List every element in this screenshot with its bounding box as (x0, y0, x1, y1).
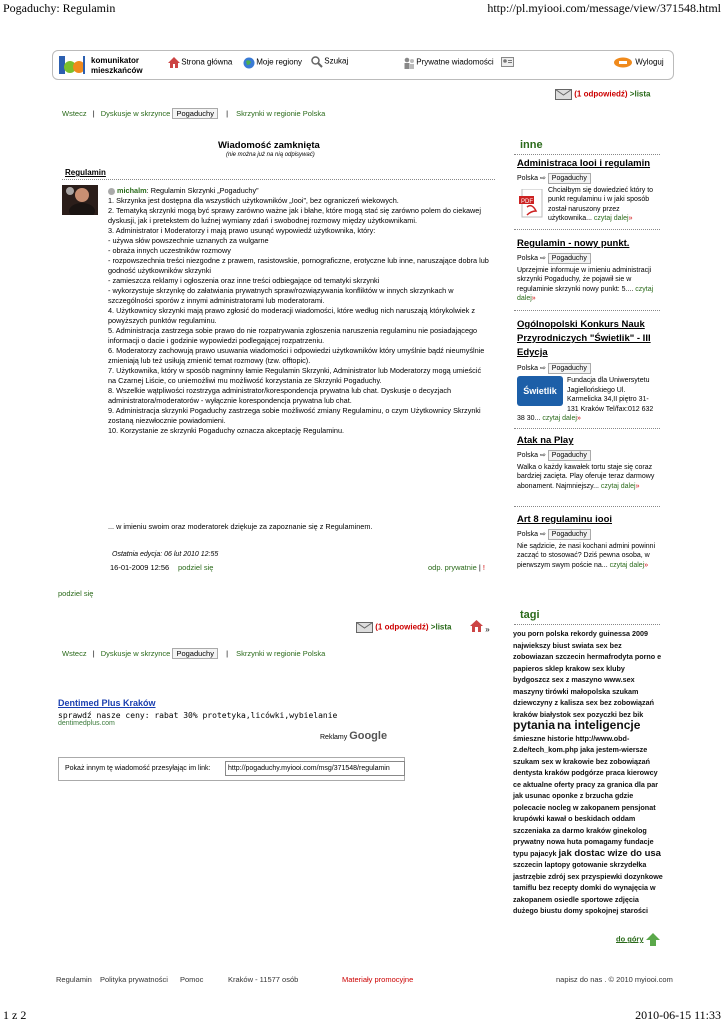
print-url: http://pl.myiooi.com/message/view/371548.html (487, 1, 721, 15)
discussions-link[interactable]: Dyskusje w skrzynce (100, 109, 171, 118)
chevron-right-icon: » (576, 415, 581, 422)
ads-label: Reklamy (320, 734, 348, 741)
rule-list (108, 196, 490, 436)
nav-my-regions-label: Moje regiony (256, 57, 303, 67)
home-icon (470, 620, 483, 632)
tag-big[interactable]: na inteligencje (557, 718, 641, 732)
sidebar-divider (514, 428, 660, 429)
home-shortcut[interactable]: » (470, 620, 490, 634)
nav-home[interactable] (168, 57, 232, 68)
sidebar-item-title[interactable]: Art 8 regulaminu iooi (517, 514, 613, 525)
sidebar-item-title[interactable]: Administraca Iooi i regulamin (517, 158, 651, 169)
sidebar-item-title[interactable]: Regulamin - nowy punkt. (517, 238, 630, 249)
item-box[interactable]: Pogaduchy (548, 450, 591, 461)
footer-contact[interactable]: napisz do nas . © 2010 myiooi.com (556, 975, 673, 984)
page-footer (0, 972, 724, 984)
print-title: Pogaduchy: Regulamin (3, 1, 116, 15)
item-box[interactable]: Pogaduchy (548, 173, 591, 184)
read-more-link[interactable]: czytaj dalej (600, 482, 636, 490)
item-snippet: Nie sądzicie, że nasi kochani admini powinni zacząć to stosować? Dziś pewna osoba, w pierwszym swym poście na... (517, 542, 656, 569)
share-link-below[interactable]: podziel się (58, 589, 94, 598)
rule-line: - zamieszcza reklamy i ogłoszenia oraz inne treści odbiegające od tematyki skrzynki (108, 276, 380, 285)
footer-link-promo[interactable]: Materiały promocyjne (342, 975, 414, 984)
reply-link-bottom[interactable] (356, 622, 451, 633)
item-snippet: Chciałbym się dowiedzieć który to punkt regulaminu i w jaki sposób został naruszony przez użytkownika... (548, 186, 654, 222)
reply-count: (1 odpowiedź) (375, 622, 429, 632)
message-subheading: (nie można już na nią odpisywać) (226, 152, 315, 158)
nav-logout[interactable] (613, 57, 664, 68)
back-link[interactable]: Wstecz (62, 649, 87, 658)
rule-line: 2. Tematyką skrzynki mogą być sprawy zarówno ważne jak i błahe, które mogą stać się zarówno polem do ciekawej dyskusji, jak i pretekstem do luźnej wymiany zdań i swobodnej rozmowy między użytkownikami. (108, 206, 481, 225)
tags-header: tagi (520, 609, 540, 621)
read-more-link[interactable]: czytaj dalej (542, 415, 577, 422)
nav-private-messages[interactable] (403, 57, 494, 68)
ad-block[interactable] (58, 698, 398, 748)
item-country: Polska (517, 451, 539, 459)
avatar[interactable] (62, 185, 98, 215)
reply-link-top[interactable] (555, 89, 650, 100)
sidebar-divider (514, 506, 660, 507)
iooi-logo-icon (59, 54, 85, 74)
tag-cloud[interactable] (513, 628, 663, 917)
rule-line: 6. Moderatorzy zachowują prawo usuwania wiadomości i odpowiedzi użytkowników który umyślnie bądź nieumyślnie zmieniają lub też usiłują zmienić temat rozmowy (tzw. offtopic). (108, 346, 485, 365)
item-snippet: Walka o każdy kawałek tortu staje się coraz bardziej zacięta. Play oferuje teraz darmowy abonament. Najmniejszy... (517, 463, 655, 490)
chevron-right-icon: » (628, 215, 633, 222)
tag-cloud-part-2[interactable]: śmieszne historie http://www.obd-2.de/tech_kom.php jaka jestem-wiersze szukam sex w krakowie bez zobowiązań dentysta kraków podgórze praca kierowcy ce aktualne oferty pracy za granica dla par jak usunac oponke z brzucha gdzie polecacie nocleg w zakopanem pensjonat krupówki kawał o beskidach oddam szczeniaka za darmo kraków ginekolog prywatny nowa huta pomagamy fundacje typu pajacyk (513, 733, 659, 858)
back-link[interactable]: Wstecz (62, 109, 87, 118)
logo-line1: komunikator (91, 56, 140, 65)
sidebar-item-4[interactable] (517, 436, 659, 491)
intro-text: : Regulamin Skrzynki „Pogaduchy” (146, 186, 259, 195)
item-country: Polska (517, 530, 539, 538)
read-more-link[interactable]: czytaj dalej (593, 215, 629, 222)
closing-text: ... w imieniu swoim oraz moderatorek dziękuje za zapoznanie się z Regulaminem. (108, 522, 373, 531)
sidebar-header: inne (520, 139, 543, 151)
reply-list-link[interactable]: >lista (430, 622, 452, 632)
nav-private-messages-label: Prywatne wiadomości (416, 57, 494, 67)
contact-card-icon[interactable] (501, 57, 514, 69)
back-to-top[interactable] (616, 933, 660, 946)
pdf-icon (519, 189, 544, 219)
footer-link-privacy[interactable]: Polityka prywatności (100, 975, 168, 984)
region-link[interactable]: Skrzynki w regionie Polska (236, 109, 326, 118)
message-body (108, 186, 490, 436)
item-arrow: ⇨ (539, 365, 546, 372)
divider (62, 179, 495, 180)
share-url-input[interactable]: http://pogaduchy.myiooi.com/msg/371548/regulamin (225, 761, 405, 776)
item-box[interactable]: Pogaduchy (548, 363, 591, 374)
globe-icon (243, 57, 254, 68)
people-icon (403, 57, 414, 68)
sidebar-item-1[interactable] (517, 159, 659, 224)
item-arrow: ⇨ (539, 530, 546, 538)
item-box[interactable]: Pogaduchy (548, 253, 591, 264)
pdf-label: PDF (521, 198, 533, 205)
chevron-right-icon: » (531, 295, 536, 302)
reply-count: (1 odpowiedź) (574, 89, 628, 99)
breadcrumb-bottom: Wstecz | Dyskusje w skrzynce Pogaduchy | Skrzynki w regionie Polska (62, 649, 326, 658)
chevron-right-icon: » (635, 482, 640, 490)
tag-big[interactable]: jak dostac wize do usa (558, 847, 661, 859)
rule-line: 3. Administrator i Moderatorzy i mają prawo usunąć wypowiedź użytkownika, który: (108, 226, 376, 235)
sidebar-divider (514, 154, 660, 155)
google-logo: Google (349, 730, 388, 742)
rule-line: 5. Administracja zastrzega sobie prawo do nie rozpatrywania zgłoszenia naruszenia regulaminu nie posiadającego informacji o dacie i godzinie wypowiedzi podlegającej rozpatrzeniu. (108, 326, 478, 345)
rule-line: - rozpowszechnia treści niezgodne z prawem, rasistowskie, pornograficzne, erotyczne lub inne, naruszające dobra lub godność użytkowników skrzynki (108, 256, 489, 275)
print-page-number: 1 z 2 (3, 1008, 27, 1022)
nav-my-regions[interactable] (243, 57, 302, 68)
item-arrow: ⇨ (539, 254, 546, 262)
back-to-top-label[interactable]: do góry (616, 934, 644, 944)
tag-big[interactable]: pytania (513, 718, 556, 732)
sidebar-item-3[interactable] (517, 318, 659, 424)
item-snippet: Fundacja dla Uniwersytetu Jagiellońskiego Ul. Karmelicka 34,II piętro 31-131 Kraków Tel/fax:012 632 38 30... (517, 377, 654, 422)
item-country: Polska (517, 174, 539, 182)
read-more-link[interactable]: czytaj dalej (609, 561, 645, 569)
rule-line: 4. Użytkownicy skrzynki mają prawo zgłosić do moderacji wiadomości, które według nich naruszają którykolwiek z powyższych punktów regulaminu. (108, 306, 476, 325)
item-country: Polska (517, 254, 539, 262)
envelope-icon (356, 622, 373, 633)
nav-search-label: Szukaj (324, 56, 349, 66)
footer-city-count: Kraków - 11577 osób (228, 975, 299, 984)
breadcrumb: Wstecz | Dyskusje w skrzynce Pogaduchy | Skrzynki w regionie Polska (62, 109, 326, 118)
ad-text: sprawdź nasze ceny: rabat 30% protetyka,licówki,wybielanie (58, 711, 338, 720)
envelope-icon (555, 89, 572, 100)
share-link-box (58, 757, 405, 781)
logo[interactable] (59, 54, 85, 74)
item-box[interactable]: Pogaduchy (548, 529, 591, 540)
sidebar-divider (514, 310, 660, 311)
region-link[interactable]: Skrzynki w regionie Polska (236, 649, 326, 658)
sidebar-item-2[interactable] (517, 239, 659, 304)
ad-url[interactable]: dentimedplus.com (58, 720, 115, 727)
message-date: 16-01-2009 12:56 (110, 563, 170, 572)
rule-line: 10. Korzystanie ze skrzynki Pogaduchy oznacza akceptację Regulaminu. (108, 426, 345, 435)
reply-private-link[interactable]: odp. prywatnie (428, 563, 477, 572)
swietlik-logo: Świetlik (517, 376, 563, 406)
rule-line: 8. Wszelkie wątpliwości rozstrzyga administrator/korespondencja prywatna lub chat. Dyskusje o decyzjach administratora/moderatorów - wyłącznie korespondencja prywatna lub chat. (108, 386, 452, 405)
logo-caption (91, 56, 143, 76)
rule-line: 9. Administracja skrzynki Pogaduchy zastrzega sobie możliwość zmiany Regulaminu, o czym Użytkownicy Skrzynki zostaną niezwłocznie powiadomieni. (108, 406, 481, 425)
message-actions: odp. prywatnie | ! (428, 563, 486, 572)
section-label: Regulamin (65, 168, 106, 177)
share-link[interactable]: podziel się (178, 563, 214, 572)
item-country: Polska (517, 365, 539, 372)
logo-line2: mieszkańców (91, 66, 143, 75)
footer-link-help[interactable]: Pomoc (180, 975, 204, 984)
logout-icon (613, 57, 633, 68)
nav-home-label: Strona główna (181, 57, 233, 67)
edited-note: Ostatnia edycja: 06 lut 2010 12:55 (112, 551, 219, 558)
ad-title[interactable]: Dentimed Plus Kraków (58, 698, 156, 708)
tag-cloud-part-1[interactable]: you porn polska rekordy guinessa 2009 najwiekszy biust swiata sex bez zobowiazan szczecin hermafrodyta porno e papieros sklep krakow sex kluby bydgoszcz sex z maszyno www.sex maszyny tirówki małopolska szukam dziewczyny z kalisza sex bez zobowiązań kraków białystok sex pozyczki bez bik (513, 629, 662, 719)
nav-logout-label: Wyloguj (635, 57, 664, 67)
item-snippet: Uprzejmie informuje w imieniu administracji skrzynki Pogaduchy, że pojawił sie w regulaminie skrzynki nowy punkt: 5.... (517, 266, 652, 293)
message-intro (108, 186, 490, 196)
box-tag[interactable]: Pogaduchy (172, 648, 218, 659)
item-arrow: ⇨ (539, 174, 546, 182)
read-more-link[interactable]: czytaj dalej (517, 285, 654, 302)
rule-line: 1. Skrzynka jest dostępna dla wszystkich użytkowników „Iooi”, bez ograniczeń wiekowych. (108, 196, 399, 205)
sidebar-item-5[interactable] (517, 515, 659, 570)
footer-link-rules[interactable]: Regulamin (56, 975, 92, 984)
rule-line: - wykorzystuje skrzynkę do załatwiania prywatnych spraw/rozwiązywania konfliktów w innych skrzynkach w szczególności sporów z innymi administratorami lub moderatorami. (108, 286, 454, 305)
magnifier-icon (311, 56, 322, 67)
avatar-photo-icon (62, 185, 98, 215)
status-dot-icon (108, 188, 115, 195)
sidebar-divider (514, 229, 660, 230)
rule-line: - używa słów powszechnie uznanych za wulgarne (108, 236, 269, 245)
rule-line: - obraża innych uczestników rozmowy (108, 246, 231, 255)
author-link[interactable]: michalm (117, 186, 147, 195)
arrow-up-icon (646, 933, 660, 946)
share-link-label: Pokaż innym tę wiadomość przesyłając im link: (65, 765, 211, 772)
sidebar-item-title[interactable]: Ogólnopolski Konkurs Nauk Przyrodniczych "Świetlik" - III Edycja (517, 319, 651, 358)
discussions-link[interactable]: Dyskusje w skrzynce (100, 649, 171, 658)
home-icon (168, 57, 179, 68)
report-link[interactable]: ! (482, 563, 486, 572)
tag-cloud-part-3[interactable]: szczecin laptopy gotowanie skrzydełka jastrzębie zdrój sex przyspiewki dozynkowe tamiflu bez recepty domki do wynajęcia w zakopanem osiedle sportowe zdjęcia dużego biustu domy spokojnej starości (513, 860, 663, 915)
nav-search[interactable] (311, 56, 348, 67)
box-tag[interactable]: Pogaduchy (172, 108, 218, 119)
sidebar-item-title[interactable]: Atak na Play (517, 435, 574, 446)
top-navigation-bar (52, 50, 674, 80)
item-arrow: ⇨ (539, 451, 546, 459)
rule-line: 7. Użytkownika, który w sposób nagminny łamie Regulamin Skrzynki, Administrator lub Moderatorzy mogą umieścić na Czarnej Liście, co uniemożliwi mu możliwość korzystania ze Skrzynki Pogaduchy. (108, 366, 482, 385)
tags-divider (514, 624, 660, 625)
ad-label[interactable] (320, 730, 387, 742)
message-heading: Wiadomość zamknięta (218, 140, 320, 151)
chevron-right-icon: » (644, 561, 649, 569)
print-datetime: 2010-06-15 11:33 (635, 1008, 721, 1022)
reply-list-link[interactable]: >lista (629, 89, 651, 99)
